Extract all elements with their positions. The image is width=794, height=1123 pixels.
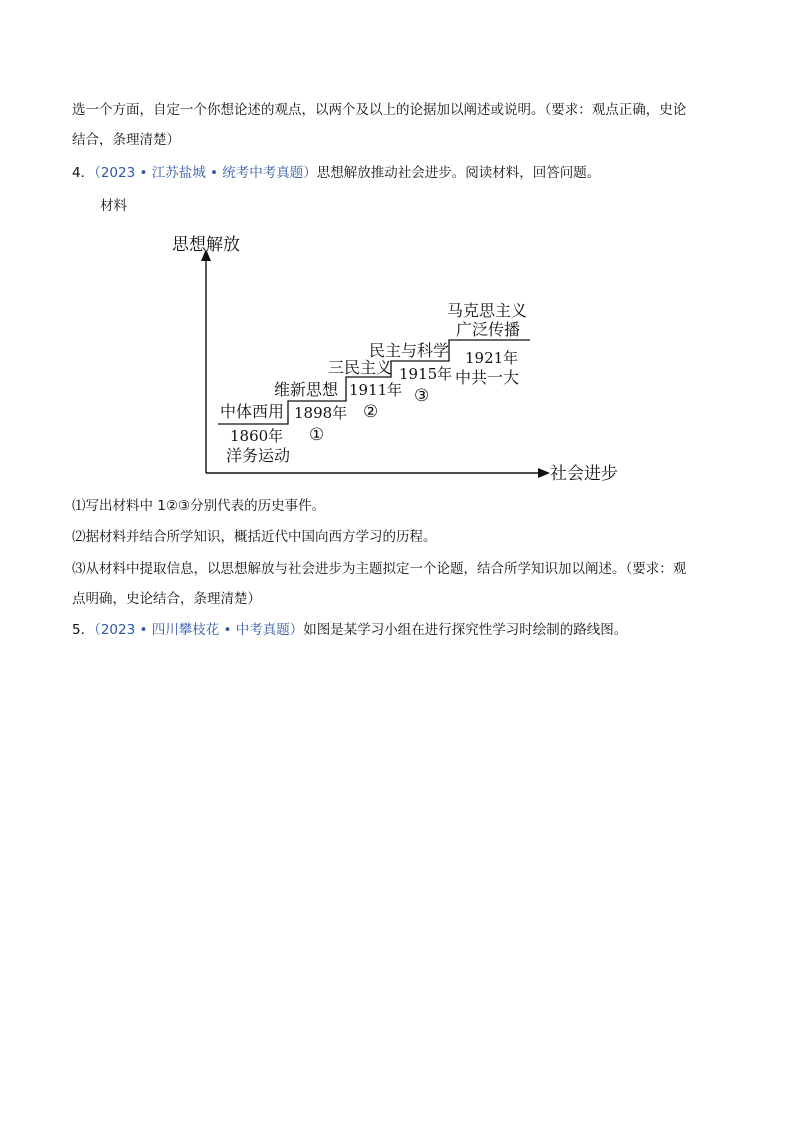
step-1-year: 1860年: [230, 427, 284, 445]
intro-line-2: 结合，条理清楚）: [72, 132, 180, 148]
question-4-stem: 思想解放推动社会进步。阅读材料，回答问题。: [316, 165, 601, 181]
step-3-event-marker: ②: [363, 402, 379, 422]
step-2-idea: 维新思想: [274, 380, 339, 399]
question-4-header: [72, 163, 600, 183]
step-1-event: 洋务运动: [226, 446, 291, 465]
step-5-event: 中共一大: [455, 368, 520, 387]
step-1-idea: 中体西用: [220, 402, 285, 421]
step-3-year: 1911年: [349, 381, 403, 399]
question-4-sub-1: ⑴写出材料中 1②③分别代表的历史事件。: [72, 498, 326, 514]
question-4-sub-3-line-2: 点明确，史论结合，条理清楚）: [72, 591, 261, 607]
question-4-sub-3-line-1: ⑶从材料中提取信息，以思想解放与社会进步为主题拟定一个论题，结合所学知识加以阐述。（要求：观: [72, 561, 687, 577]
question-5-stem: 如图是某学习小组在进行探究性学习时绘制的路线图。: [303, 622, 628, 638]
step-5-idea-line-1: 马克思主义: [447, 301, 528, 320]
x-axis-label: 社会进步: [550, 464, 618, 484]
question-4-number: 4．: [72, 165, 95, 181]
step-4-event-marker: ③: [414, 386, 430, 406]
step-2-year: 1898年: [294, 404, 348, 422]
step-5-idea-line-2: 广泛传播: [456, 320, 521, 339]
question-5-source: （2023 • 四川攀枝花 • 中考真题）: [94, 622, 304, 638]
step-5-year: 1921年: [465, 349, 519, 367]
step-4-year: 1915年: [399, 365, 453, 383]
step-2-event-marker: ①: [309, 425, 325, 445]
question-5-number: 5．: [72, 622, 95, 638]
step-4-idea: 民主与科学: [369, 341, 450, 360]
step-3-idea: 三民主义: [328, 358, 393, 377]
question-4-source: （2023 • 江苏盐城 • 统考中考真题）: [94, 165, 317, 181]
x-axis-arrow-icon: [538, 468, 550, 478]
thought-liberation-staircase-diagram: [160, 225, 640, 485]
y-axis-label: 思想解放: [172, 235, 240, 255]
question-4-sub-2: ⑵据材料并结合所学知识，概括近代中国向西方学习的历程。: [72, 529, 437, 545]
material-label: 材料: [100, 198, 127, 214]
question-5-header: [72, 620, 627, 640]
intro-line-1: 选一个方面，自定一个你想论述的观点，以两个及以上的论据加以阐述或说明。（要求：观点正确，史论: [72, 102, 687, 118]
